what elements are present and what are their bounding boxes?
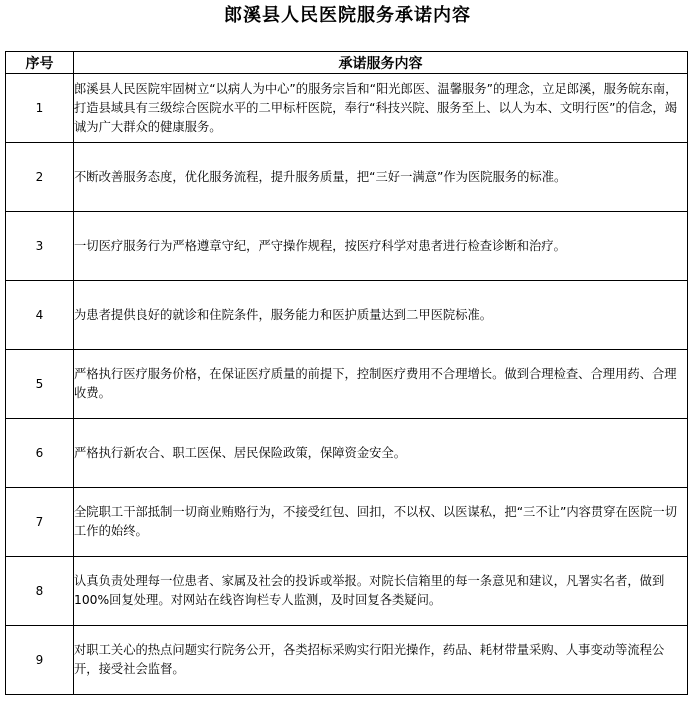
row-number: 3: [6, 212, 74, 281]
row-number: 5: [6, 350, 74, 419]
row-number: 7: [6, 488, 74, 557]
table-row: [6, 626, 688, 695]
table-row: [6, 488, 688, 557]
row-content: 郎溪县人民医院牢固树立“以病人为中心”的服务宗旨和“阳光郎医、温馨服务”的理念，立足郎溪，服务皖东南，打造县域具有三级综合医院水平的二甲标杆医院，奉行“科技兴院、服务至上、以人为本、文明行医”的信念，竭诚为广大群众的健康服务。: [74, 74, 688, 143]
row-content: 全院职工干部抵制一切商业贿赂行为，不接受红包、回扣，不以权、以医谋私，把“三不让”内容贯穿在医院一切工作的始终。: [74, 488, 688, 557]
row-content: 认真负责处理每一位患者、家属及社会的投诉或举报。对院长信箱里的每一条意见和建议，凡署实名者，做到100%回复处理。对网站在线咨询栏专人监测，及时回复各类疑问。: [74, 557, 688, 626]
row-number: 6: [6, 419, 74, 488]
table-row: [6, 419, 688, 488]
header-number: 序号: [6, 52, 74, 74]
header-content: 承诺服务内容: [74, 52, 688, 74]
row-content: 对职工关心的热点问题实行院务公开，各类招标采购实行阳光操作，药品、耗材带量采购、人事变动等流程公开，接受社会监督。: [74, 626, 688, 695]
table-row: [6, 212, 688, 281]
table-row: [6, 281, 688, 350]
table-row: [6, 143, 688, 212]
document-title: 郎溪县人民医院服务承诺内容: [224, 5, 471, 26]
table-row: [6, 557, 688, 626]
row-content: 严格执行医疗服务价格，在保证医疗质量的前提下，控制医疗费用不合理增长。做到合理检查、合理用药、合理收费。: [74, 350, 688, 419]
table-header-row: [6, 52, 688, 74]
table-row: [6, 350, 688, 419]
row-number: 2: [6, 143, 74, 212]
row-content: 不断改善服务态度，优化服务流程，提升服务质量，把“三好一满意”作为医院服务的标准。: [74, 143, 688, 212]
row-number: 4: [6, 281, 74, 350]
row-content: 为患者提供良好的就诊和住院条件，服务能力和医护质量达到二甲医院标准。: [74, 281, 688, 350]
row-content: 一切医疗服务行为严格遵章守纪，严守操作规程，按医疗科学对患者进行检查诊断和治疗。: [74, 212, 688, 281]
table-row: [6, 74, 688, 143]
row-number: 9: [6, 626, 74, 695]
row-content: 严格执行新农合、职工医保、居民保险政策，保障资金安全。: [74, 419, 688, 488]
row-number: 1: [6, 74, 74, 143]
commitment-table: [5, 51, 688, 695]
row-number: 8: [6, 557, 74, 626]
